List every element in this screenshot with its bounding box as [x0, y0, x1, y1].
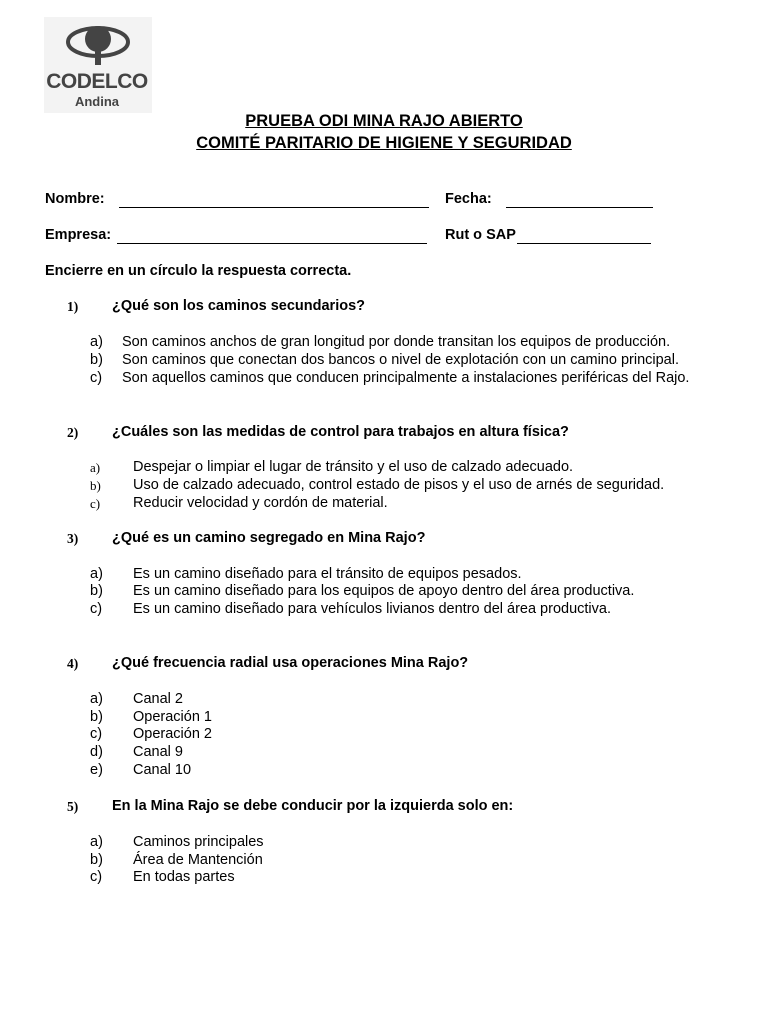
question-text: ¿Cuáles son las medidas de control para trabajos en altura física?	[112, 424, 569, 440]
option-text: Es un camino diseñado para el tránsito de equipos pesados.	[133, 566, 522, 582]
option-letter: c)	[90, 370, 103, 386]
nombre-blank[interactable]	[119, 207, 429, 208]
option-letter: c)	[90, 601, 103, 617]
option-letter: b)	[90, 478, 101, 493]
option-text: Área de Mantención	[133, 852, 263, 868]
option-text: Son caminos anchos de gran longitud por donde transitan los equipos de producción.	[122, 334, 671, 350]
option-letter: e)	[90, 762, 103, 778]
option-letter: a)	[90, 334, 103, 350]
question-number: 3)	[67, 531, 79, 546]
option-text: Son aquellos caminos que conducen principalmente a instalaciones periféricas del Rajo.	[122, 370, 690, 386]
option-letter: c)	[90, 726, 103, 742]
question-5-option-c[interactable]	[0, 869, 768, 887]
fecha-label: Fecha:	[445, 191, 492, 207]
question-text: ¿Qué es un camino segregado en Mina Rajo?	[112, 530, 426, 546]
fecha-blank[interactable]	[506, 207, 653, 208]
option-text: Canal 10	[133, 762, 192, 778]
question-text: ¿Qué son los caminos secundarios?	[112, 298, 366, 314]
codelco-logo	[44, 17, 152, 113]
option-text: Es un camino diseñado para vehículos livianos dentro del área productiva.	[133, 601, 611, 617]
question-1-option-b[interactable]	[0, 352, 768, 370]
question-4-option-e[interactable]	[0, 762, 768, 780]
option-letter: b)	[90, 709, 103, 725]
logo-name: CODELCO	[46, 70, 148, 93]
question-number: 5)	[67, 799, 79, 814]
option-letter: b)	[90, 352, 103, 368]
question-4-option-d[interactable]	[0, 744, 768, 762]
option-text: Reducir velocidad y cordón de material.	[133, 495, 388, 511]
option-text: Son caminos que conectan dos bancos o nivel de explotación con un camino principal.	[122, 352, 679, 368]
rut-label: Rut o SAP	[445, 227, 516, 243]
question-4-option-a[interactable]	[0, 691, 768, 709]
question-text: En la Mina Rajo se debe conducir por la izquierda solo en:	[112, 798, 514, 814]
option-text: Uso de calzado adecuado, control estado de pisos y el uso de arnés de seguridad.	[133, 477, 665, 493]
question-3-option-b[interactable]	[0, 583, 768, 601]
question-2-option-b[interactable]	[0, 477, 768, 495]
question-number: 1)	[67, 299, 79, 314]
option-text: Es un camino diseñado para los equipos de apoyo dentro del área productiva.	[133, 583, 635, 599]
question-number: 2)	[67, 425, 79, 440]
rut-blank[interactable]	[517, 243, 651, 244]
question-3-option-a[interactable]	[0, 566, 768, 584]
question-5-option-a[interactable]	[0, 834, 768, 852]
question-2-option-a[interactable]	[0, 459, 768, 477]
option-text: Operación 1	[133, 709, 212, 725]
option-text: Despejar o limpiar el lugar de tránsito y el uso de calzado adecuado.	[133, 459, 574, 475]
option-letter: a)	[90, 691, 103, 707]
option-letter: b)	[90, 852, 103, 868]
empresa-blank[interactable]	[117, 243, 427, 244]
option-text: Canal 2	[133, 691, 183, 707]
document-subtitle: COMITÉ PARITARIO DE HIGIENE Y SEGURIDAD	[196, 134, 572, 152]
option-text: Operación 2	[133, 726, 212, 742]
question-4-option-c[interactable]	[0, 726, 768, 744]
question-3-option-c[interactable]	[0, 601, 768, 619]
option-text: Canal 9	[133, 744, 183, 760]
logo-subtitle: Andina	[74, 94, 120, 109]
question-4-option-b[interactable]	[0, 709, 768, 727]
option-letter: a)	[90, 566, 103, 582]
option-letter: b)	[90, 583, 103, 599]
question-1-option-a[interactable]	[0, 334, 768, 352]
option-letter: c)	[90, 869, 103, 885]
option-letter: c)	[90, 496, 101, 511]
option-letter: d)	[90, 744, 103, 760]
codelco-emblem-icon	[44, 17, 152, 73]
question-5-option-b[interactable]	[0, 852, 768, 870]
option-letter: a)	[90, 834, 103, 850]
option-text: En todas partes	[133, 869, 235, 885]
document-title: PRUEBA ODI MINA RAJO ABIERTO	[245, 112, 523, 130]
option-text: Caminos principales	[133, 834, 264, 850]
option-letter: a)	[90, 460, 101, 475]
question-1-option-c[interactable]	[0, 370, 768, 388]
question-text: ¿Qué frecuencia radial usa operaciones Mina Rajo?	[112, 655, 469, 671]
question-number: 4)	[67, 656, 79, 671]
nombre-label: Nombre:	[45, 191, 105, 207]
question-2-option-c[interactable]	[0, 495, 768, 513]
empresa-label: Empresa:	[45, 227, 112, 243]
instruction: Encierre en un círculo la respuesta correcta.	[45, 263, 352, 279]
